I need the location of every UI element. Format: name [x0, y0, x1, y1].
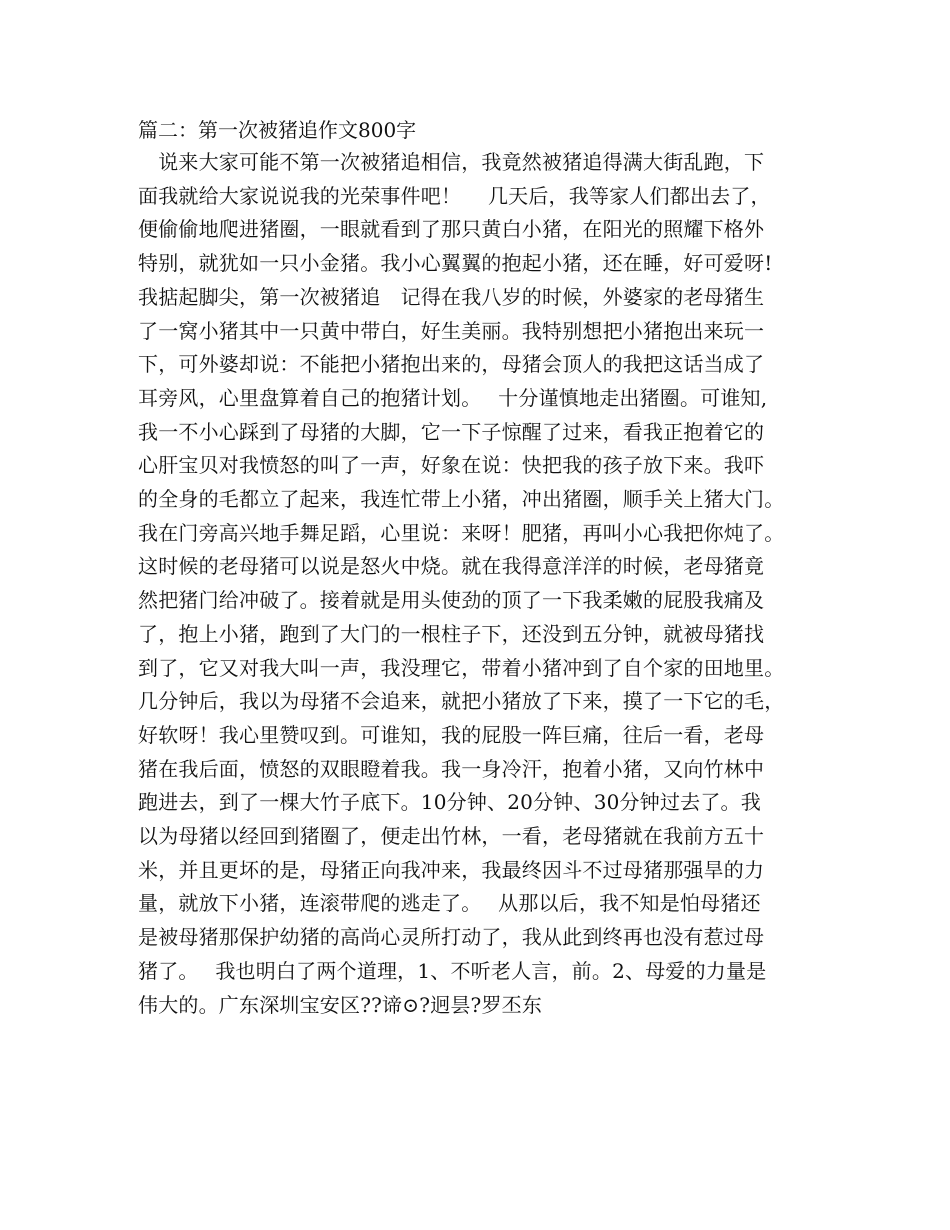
text-line: 跑进去，到了一棵大竹子底下。10分钟、20分钟、30分钟过去了。我	[138, 790, 761, 815]
text-line: 到了，它又对我大叫一声，我没理它，带着小猪冲到了自个家的田地里。	[138, 655, 785, 680]
text-line: 特别，就犹如一只小金猪。我小心翼翼的抱起小猪，还在睡，好可爱呀!	[138, 251, 773, 276]
article-body	[138, 114, 814, 1022]
text-line: 心肝宝贝对我愤怒的叫了一声，好象在说：快把我的孩子放下来。我吓	[138, 453, 765, 478]
text-line: 几分钟后，我以为母猪不会追来，就把小猪放了下来，摸了一下它的毛，	[138, 689, 785, 714]
text-line: 量，就放下小猪，连滚带爬的逃走了。 从那以后，我不知是怕母猪还	[138, 891, 761, 916]
text-line: 便偷偷地爬进猪圈，一眼就看到了那只黄白小猪，在阳光的照耀下格外	[138, 217, 765, 242]
text-line: 了，抱上小猪，跑到了大门的一根柱子下，还没到五分钟，就被母猪找	[138, 621, 765, 646]
text-line: 是被母猪那保护幼猪的高尚心灵所打动了，我从此到终再也没有惹过母	[138, 925, 765, 950]
text-line: 猪在我后面，愤怒的双眼瞪着我。我一身冷汗，抱着小猪，又向竹林中	[138, 756, 765, 781]
text-line: 好软呀！我心里赞叹到。可谁知，我的屁股一阵巨痛，往后一看，老母	[138, 722, 765, 747]
text-line: 下，可外婆却说：不能把小猪抱出来的，母猪会顶人的我把这话当成了	[138, 352, 765, 377]
text-line: 然把猪门给冲破了。接着就是用头使劲的顶了一下我柔嫩的屁股我痛及	[138, 588, 765, 613]
text-line: 面我就给大家说说我的光荣事件吧！ 几天后，我等家人们都出去了，	[138, 183, 771, 208]
article-title: 篇二：第一次被猪追作文800字	[138, 118, 417, 142]
text-line: 米，并且更坏的是，母猪正向我冲来，我最终因斗不过母猪那强旱的力	[138, 857, 765, 882]
text-line: 我一不小心踩到了母猪的大脚，它一下子惊醒了过来，看我正抱着它的	[138, 419, 765, 444]
text-line: 以为母猪以经回到猪圈了，便走出竹林，一看，老母猪就在我前方五十	[138, 824, 765, 849]
text-line: 我在门旁高兴地手舞足蹈，心里说：来呀！肥猪，再叫小心我把你炖了。	[138, 520, 785, 545]
text-line: 耳旁风，心里盘算着自己的抱猪计划。 十分谨慎地走出猪圈。可谁知,	[138, 385, 768, 410]
text-line: 的全身的毛都立了起来，我连忙带上小猪，冲出猪圈，顺手关上猪大门。	[138, 487, 785, 512]
text-line: 这时候的老母猪可以说是怒火中烧。就在我得意洋洋的时候，老母猪竟	[138, 554, 765, 579]
text-line: 了一窝小猪其中一只黄中带白，好生美丽。我特别想把小猪抱出来玩一	[138, 318, 765, 343]
text-line: 说来大家可能不第一次被猪追相信，我竟然被猪追得满大街乱跑，下	[138, 150, 765, 174]
text-line: 我掂起脚尖，第一次被猪追 记得在我八岁的时候，外婆家的老母猪生	[138, 284, 765, 309]
text-line: 猪了。 我也明白了两个道理，1、不听老人言，前。2、母爱的力量是	[138, 958, 767, 983]
text-line: 伟大的。广东深圳宝安区??谛⊙?迥昙?罗丕东	[138, 992, 543, 1017]
